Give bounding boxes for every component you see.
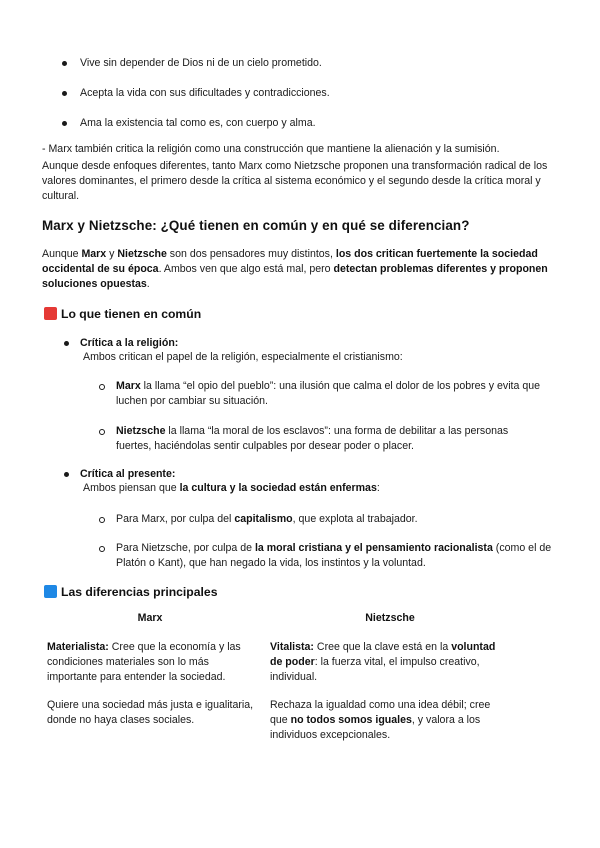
bullet-dot — [62, 61, 67, 66]
summary-paragraph: Aunque desde enfoques diferentes, tanto Marx como Nietzsche proponen una transformación radical de los valores dominantes, el primero desde la crítica al sistema económico y el segundo desde la crítica moral y cultural. — [42, 160, 548, 202]
blue-square-icon — [44, 585, 57, 598]
present-desc: Ambos piensan que la cultura y la sociedad están enfermas: — [83, 482, 380, 494]
marx-note: - Marx también critica la religión como una construcción que mantiene la alienación y la sumisión. — [42, 143, 500, 155]
table-header-marx: Marx — [137, 612, 163, 624]
present-label: Crítica al presente: — [80, 468, 176, 480]
intro-paragraph: Aunque Marx y Nietzsche son dos pensadores muy distintos, los dos critican fuertemente la sociedad occidental de su época. Ambos ven que algo está mal, pero detectan problemas diferentes y proponen soluciones opuestas. — [42, 248, 548, 290]
bullet-dot — [64, 341, 69, 346]
bullet-dot — [62, 91, 67, 96]
intro-bullet: Ama la existencia tal como es, con cuerpo y alma. — [80, 117, 316, 129]
sub-bullet — [99, 546, 105, 552]
intro-bullet: Vive sin depender de Dios ni de un cielo prometido. — [80, 57, 322, 69]
differences-heading: Las diferencias principales — [44, 585, 217, 599]
intro-bullet: Acepta la vida con sus dificultades y contradicciones. — [80, 87, 330, 99]
sub-bullet — [99, 384, 105, 390]
nietzsche-present: Para Nietzsche, por culpa de la moral cristiana y el pensamiento racionalista (como el de Platón o Kant), que han negado la vida, los instintos y la voluntad. — [116, 542, 552, 569]
table-cell: Materialista: Cree que la economía y las condiciones materiales son lo más importante para entender la sociedad. — [47, 641, 241, 683]
marx-religion: Marx la llama “el opio del pueblo”: una ilusión que calma el dolor de los pobres y evita que luchen por cambiar su situación. — [116, 380, 541, 407]
table-cell: Quiere una sociedad más justa e igualitaria, donde no haya clases sociales. — [47, 699, 254, 726]
nietzsche-religion: Nietzsche la llama “la moral de los esclavos”: una forma de debilitar a las personas fuertes, haciéndolas sentir culpables por desear poder o placer. — [116, 425, 509, 452]
table-cell: Vitalista: Cree que la clave está en la voluntad de poder: la fuerza vital, el impulso creativo, individual. — [270, 641, 496, 683]
red-square-icon — [44, 307, 57, 320]
sub-bullet — [99, 517, 105, 523]
religion-desc: Ambos critican el papel de la religión, especialmente el cristianismo: — [83, 351, 403, 363]
religion-label: Crítica a la religión: — [80, 337, 179, 349]
section-title: Marx y Nietzsche: ¿Qué tienen en común y en qué se diferencian? — [42, 218, 470, 233]
marx-present: Para Marx, por culpa del capitalismo, que explota al trabajador. — [116, 513, 418, 525]
common-heading: Lo que tienen en común — [44, 307, 201, 321]
sub-bullet — [99, 429, 105, 435]
table-header-nietzsche: Nietzsche — [365, 612, 415, 624]
table-cell: Rechaza la igualdad como una idea débil; cree que no todos somos iguales, y valora a los individuos excepcionales. — [270, 699, 491, 741]
bullet-dot — [62, 121, 67, 126]
bullet-dot — [64, 472, 69, 477]
